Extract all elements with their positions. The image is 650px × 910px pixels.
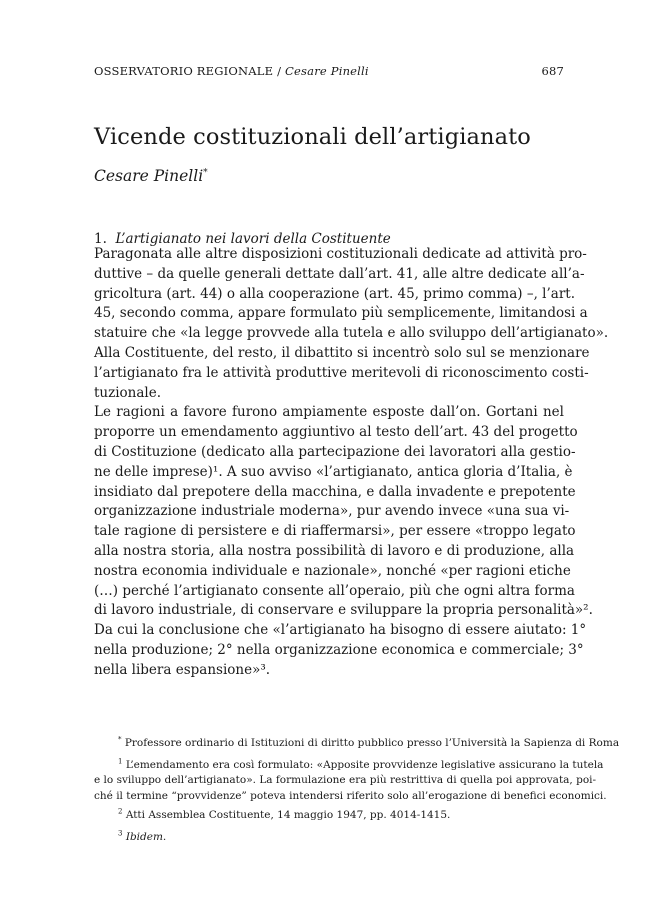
body-line: nella libera espansione»³. — [94, 661, 271, 678]
footnote-line — [94, 830, 564, 845]
body-line: insidiato dal prepotere della macchina, e dalla invadente e prepotente — [94, 483, 576, 500]
footnote-line: ché il termine “provvidenze” poteva intendersi riferito solo all’erogazione di benefici economici. — [94, 789, 607, 802]
footnote-3 — [94, 830, 564, 845]
author-name: Cesare Pinelli — [94, 167, 204, 185]
body-line: nella produzione; 2° nella organizzazione economica e commerciale; 3° — [94, 641, 584, 658]
body-line: tuzionale. — [94, 384, 162, 401]
body-line: alla nostra storia, alla nostra possibilità di lavoro e di produzione, alla — [94, 542, 575, 559]
body-line: Da cui la conclusione che «l’artigianato ha bisogno di essere aiutato: 1° — [94, 622, 587, 639]
body-line: statuire che «la legge provvede alla tutela e allo sviluppo dell’artigianato». — [94, 325, 609, 342]
running-head — [94, 64, 564, 80]
footnote-text: L’emendamento era così formulato: «Apposite provvidenze legislative assicurano la tutela — [125, 759, 604, 771]
body-line: duttive – da quelle generali dettate dall’art. 41, alle altre dedicate all’a- — [94, 265, 585, 282]
body-line: di lavoro industriale, di conservare e sviluppare la propria personalità»². — [94, 602, 593, 619]
footnote-2 — [94, 808, 564, 823]
footnote-mark: 1 — [118, 757, 123, 766]
section-number: 1. — [94, 231, 107, 247]
body-line: ne delle imprese)¹. A suo avviso «l’artigianato, antica gloria d’Italia, è — [94, 463, 573, 480]
running-head-separator: / — [277, 64, 282, 78]
body-line: Paragonata alle altre disposizioni costituzionali dedicate ad attività pro- — [94, 246, 587, 262]
body-line: 45, secondo comma, appare formulato più semplicemente, limitandosi a — [94, 305, 588, 322]
section-title: L’artigianato nei lavori della Costituente — [115, 231, 391, 247]
footnote-1 — [94, 757, 607, 804]
running-head-left — [94, 64, 369, 78]
body-line: (…) perché l’artigianato consente all’operaio, più che ogni altra forma — [94, 582, 575, 599]
article-author — [94, 167, 208, 185]
footnote-line: e lo sviluppo dell’artigianato». La formulazione era più restrittiva di quella poi approvata, poi- — [94, 774, 597, 787]
footnote-mark: 3 — [118, 829, 123, 838]
body-line: gricoltura (art. 44) o alla cooperazione (art. 45, primo comma) –, l’art. — [94, 285, 575, 302]
footnote-text: Ibidem. — [125, 831, 167, 843]
footnote-text: Professore ordinario di Istituzioni di diritto pubblico presso l’Università la Sapienza di Roma — [124, 737, 620, 749]
body-line: proporre un emendamento aggiuntivo al testo dell’art. 43 del progetto — [94, 424, 578, 441]
footnote-mark: * — [118, 735, 122, 744]
body-line: organizzazione industriale moderna», pur avendo invece «una sua vi- — [94, 503, 570, 520]
page-number: 687 — [541, 64, 564, 78]
article-title: Vicende costituzionali dell’artigianato — [94, 124, 531, 150]
running-head-section: OSSERVATORIO REGIONALE — [94, 64, 274, 78]
body-text — [94, 245, 609, 681]
body-line: Alla Costituente, del resto, il dibattito si incentrò solo sul se menzionare — [94, 344, 590, 361]
footnote-line — [94, 735, 620, 751]
footnote-author — [94, 735, 620, 751]
body-line: l’artigianato fra le attività produttive meritevoli di riconoscimento costi- — [94, 364, 589, 381]
body-line: di Costituzione (dedicato alla partecipazione dei lavoratori alla gestio- — [94, 443, 576, 460]
body-line: Le ragioni a favore furono ampiamente esposte dall’on. Gortani nel — [94, 404, 564, 421]
footnote-line — [94, 808, 564, 823]
footnote-line — [94, 757, 604, 773]
running-head-author: Cesare Pinelli — [285, 64, 369, 78]
footnote-text: Atti Assemblea Costituente, 14 maggio 1947, pp. 4014-1415. — [125, 809, 451, 821]
body-line: nostra economia individuale e nazionale», nonché «per ragioni etiche — [94, 562, 571, 579]
body-line: tale ragione di persistere e di riaffermarsi», per essere «troppo legato — [94, 523, 576, 540]
author-footnote-mark: * — [203, 167, 208, 178]
footnote-mark: 2 — [118, 807, 123, 816]
